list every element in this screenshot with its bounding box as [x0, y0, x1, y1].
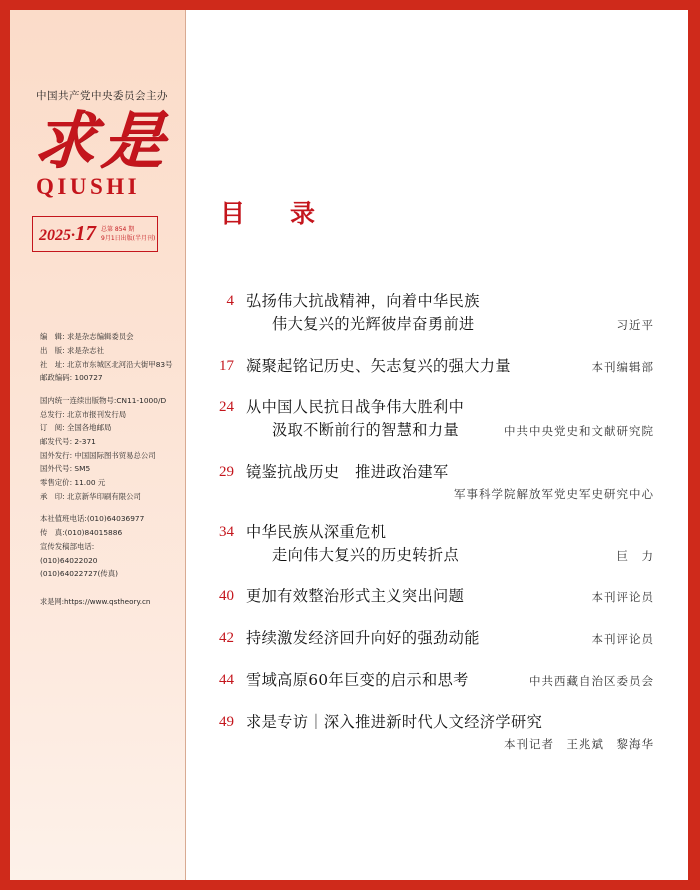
toc-author: 军事科学院解放军党史军史研究中心 [454, 486, 654, 501]
toc-title-line-2 [246, 313, 654, 336]
list-item[interactable] [208, 585, 654, 608]
logo-chinese-title: 求是 [31, 104, 173, 177]
colophon-line: 国外发行: 中国国际图书贸易总公司 [40, 450, 156, 460]
toc-title-line: 求是专访｜深入推进新时代人文经济学研究 [246, 712, 543, 731]
toc-title-line: 从中国人民抗日战争伟大胜利中 [246, 398, 465, 417]
colophon-line: 订 阅: 全国各地邮局 [40, 423, 112, 433]
toc-page-number: 4 [226, 293, 234, 309]
issue-badge [32, 216, 158, 252]
contents-column [186, 10, 688, 880]
toc-author: 本刊评论员 [591, 632, 654, 647]
toc-author: 本刊评论员 [591, 590, 654, 605]
toc-entry-body [234, 627, 654, 650]
issue-number: 17 [75, 221, 96, 246]
toc-title-line [246, 585, 654, 608]
toc-entry-body [234, 461, 654, 502]
page-title: 目 录 [220, 199, 326, 228]
toc-title-text: 凝聚起铭记历史、矢志复兴的强大力量 [246, 356, 511, 375]
masthead [10, 10, 185, 252]
colophon-line: 宣传发稿部电话: [40, 541, 95, 551]
logo-pinyin-title: QIUSHI [36, 174, 141, 200]
table-of-contents [186, 290, 688, 752]
list-item[interactable] [208, 711, 654, 752]
issue-publish-date: 9月1日出版(半月刊) [101, 234, 156, 242]
toc-author: 习近平 [616, 317, 654, 332]
toc-title-line: 中华民族从深重危机 [246, 522, 387, 541]
issue-year: 2025 [39, 227, 71, 245]
toc-author: 中共西藏自治区委员会 [529, 673, 654, 688]
website-url[interactable]: 求是网:https://www.qstheory.cn [40, 596, 151, 606]
toc-title-text: 更加有效整治形式主义突出问题 [246, 587, 465, 606]
colophon-line: 编 辑: 求是杂志编辑委员会 [40, 332, 134, 342]
toc-entry-body [234, 711, 654, 752]
toc-entry-body [234, 355, 654, 378]
colophon-line: 承 印: 北京新华印刷有限公司 [40, 491, 141, 501]
toc-title-line-2 [246, 544, 654, 567]
toc-page-number: 34 [219, 523, 234, 540]
colophon-line: 传 真:(010)84015886 [40, 528, 123, 538]
toc-page-number: 24 [219, 399, 234, 416]
colophon-line: 总发行: 北京市报刊发行局 [40, 409, 127, 419]
toc-page-number: 44 [219, 671, 234, 688]
cover-inner-frame [10, 10, 688, 880]
colophon-line: 本社值班电话:(010)64036977 [40, 514, 145, 524]
toc-title-text: 持续激发经济回升向好的强劲动能 [246, 629, 480, 648]
toc-entry-body [234, 521, 654, 567]
colophon-block-contact [40, 512, 176, 580]
toc-author: 本刊编辑部 [591, 359, 654, 374]
issue-separator: · [71, 227, 75, 245]
colophon-line: 国外代号: SM5 [40, 464, 91, 474]
toc-page-number: 42 [219, 630, 234, 647]
toc-title-text: 伟大复兴的光辉彼岸奋勇前进 [272, 314, 475, 333]
toc-title-line [246, 355, 654, 378]
toc-entry-body [234, 585, 654, 608]
colophon-block-distribution [40, 394, 176, 504]
toc-title-line-2 [246, 419, 654, 442]
toc-entry-body [234, 396, 654, 442]
colophon-line: 社 址: 北京市东城区北河沿大街甲83号 [40, 359, 173, 369]
issue-meta [101, 225, 155, 243]
publisher-line: 中国共产党中央委员会主办 [36, 90, 168, 102]
colophon-line: 国内统一连续出版物号:CN11-1000/D [40, 395, 167, 405]
issue-number-label [39, 221, 96, 246]
toc-author: 巨 力 [616, 548, 654, 563]
toc-page-number: 17 [219, 357, 234, 374]
toc-title-line [246, 627, 654, 650]
colophon-line: 邮政编码: 100727 [40, 373, 103, 383]
list-item[interactable] [208, 521, 654, 567]
colophon-line: 出 版: 求是杂志社 [40, 345, 104, 355]
magazine-logo [31, 104, 185, 200]
toc-entry-body [234, 290, 654, 336]
toc-title-text: 雪域高原60年巨变的启示和思考 [246, 670, 469, 689]
colophon-block-publisher [40, 330, 176, 385]
issue-total-number: 总第 854 期 [101, 225, 135, 233]
toc-title-line: 弘扬伟大抗战精神，向着中华民族 [246, 292, 480, 310]
toc-entry-body [234, 669, 654, 692]
toc-author: 本刊记者 王兆斌 黎海华 [504, 736, 654, 751]
masthead-column [10, 10, 186, 880]
list-item[interactable] [208, 669, 654, 692]
colophon [40, 330, 176, 581]
colophon-line: 零售定价: 11.00 元 [40, 478, 106, 488]
toc-page-number: 49 [219, 713, 234, 730]
colophon-line: (010)64022020 [40, 555, 98, 565]
toc-author: 中共中央党史和文献研究院 [504, 424, 654, 439]
list-item[interactable] [208, 290, 654, 336]
colophon-line: (010)64022727(传真) [40, 569, 119, 579]
list-item[interactable] [208, 396, 654, 442]
toc-title-text: 汲取不断前行的智慧和力量 [272, 421, 460, 440]
toc-page-number: 29 [219, 463, 234, 480]
list-item[interactable] [208, 461, 654, 502]
colophon-line: 邮发代号: 2-371 [40, 437, 96, 447]
list-item[interactable] [208, 355, 654, 378]
toc-title-line: 镜鉴抗战历史 推进政治建军 [246, 462, 449, 481]
toc-title-text: 走向伟大复兴的历史转折点 [272, 545, 460, 564]
list-item[interactable] [208, 627, 654, 650]
toc-page-number: 40 [219, 588, 234, 605]
toc-title-line [246, 669, 654, 692]
